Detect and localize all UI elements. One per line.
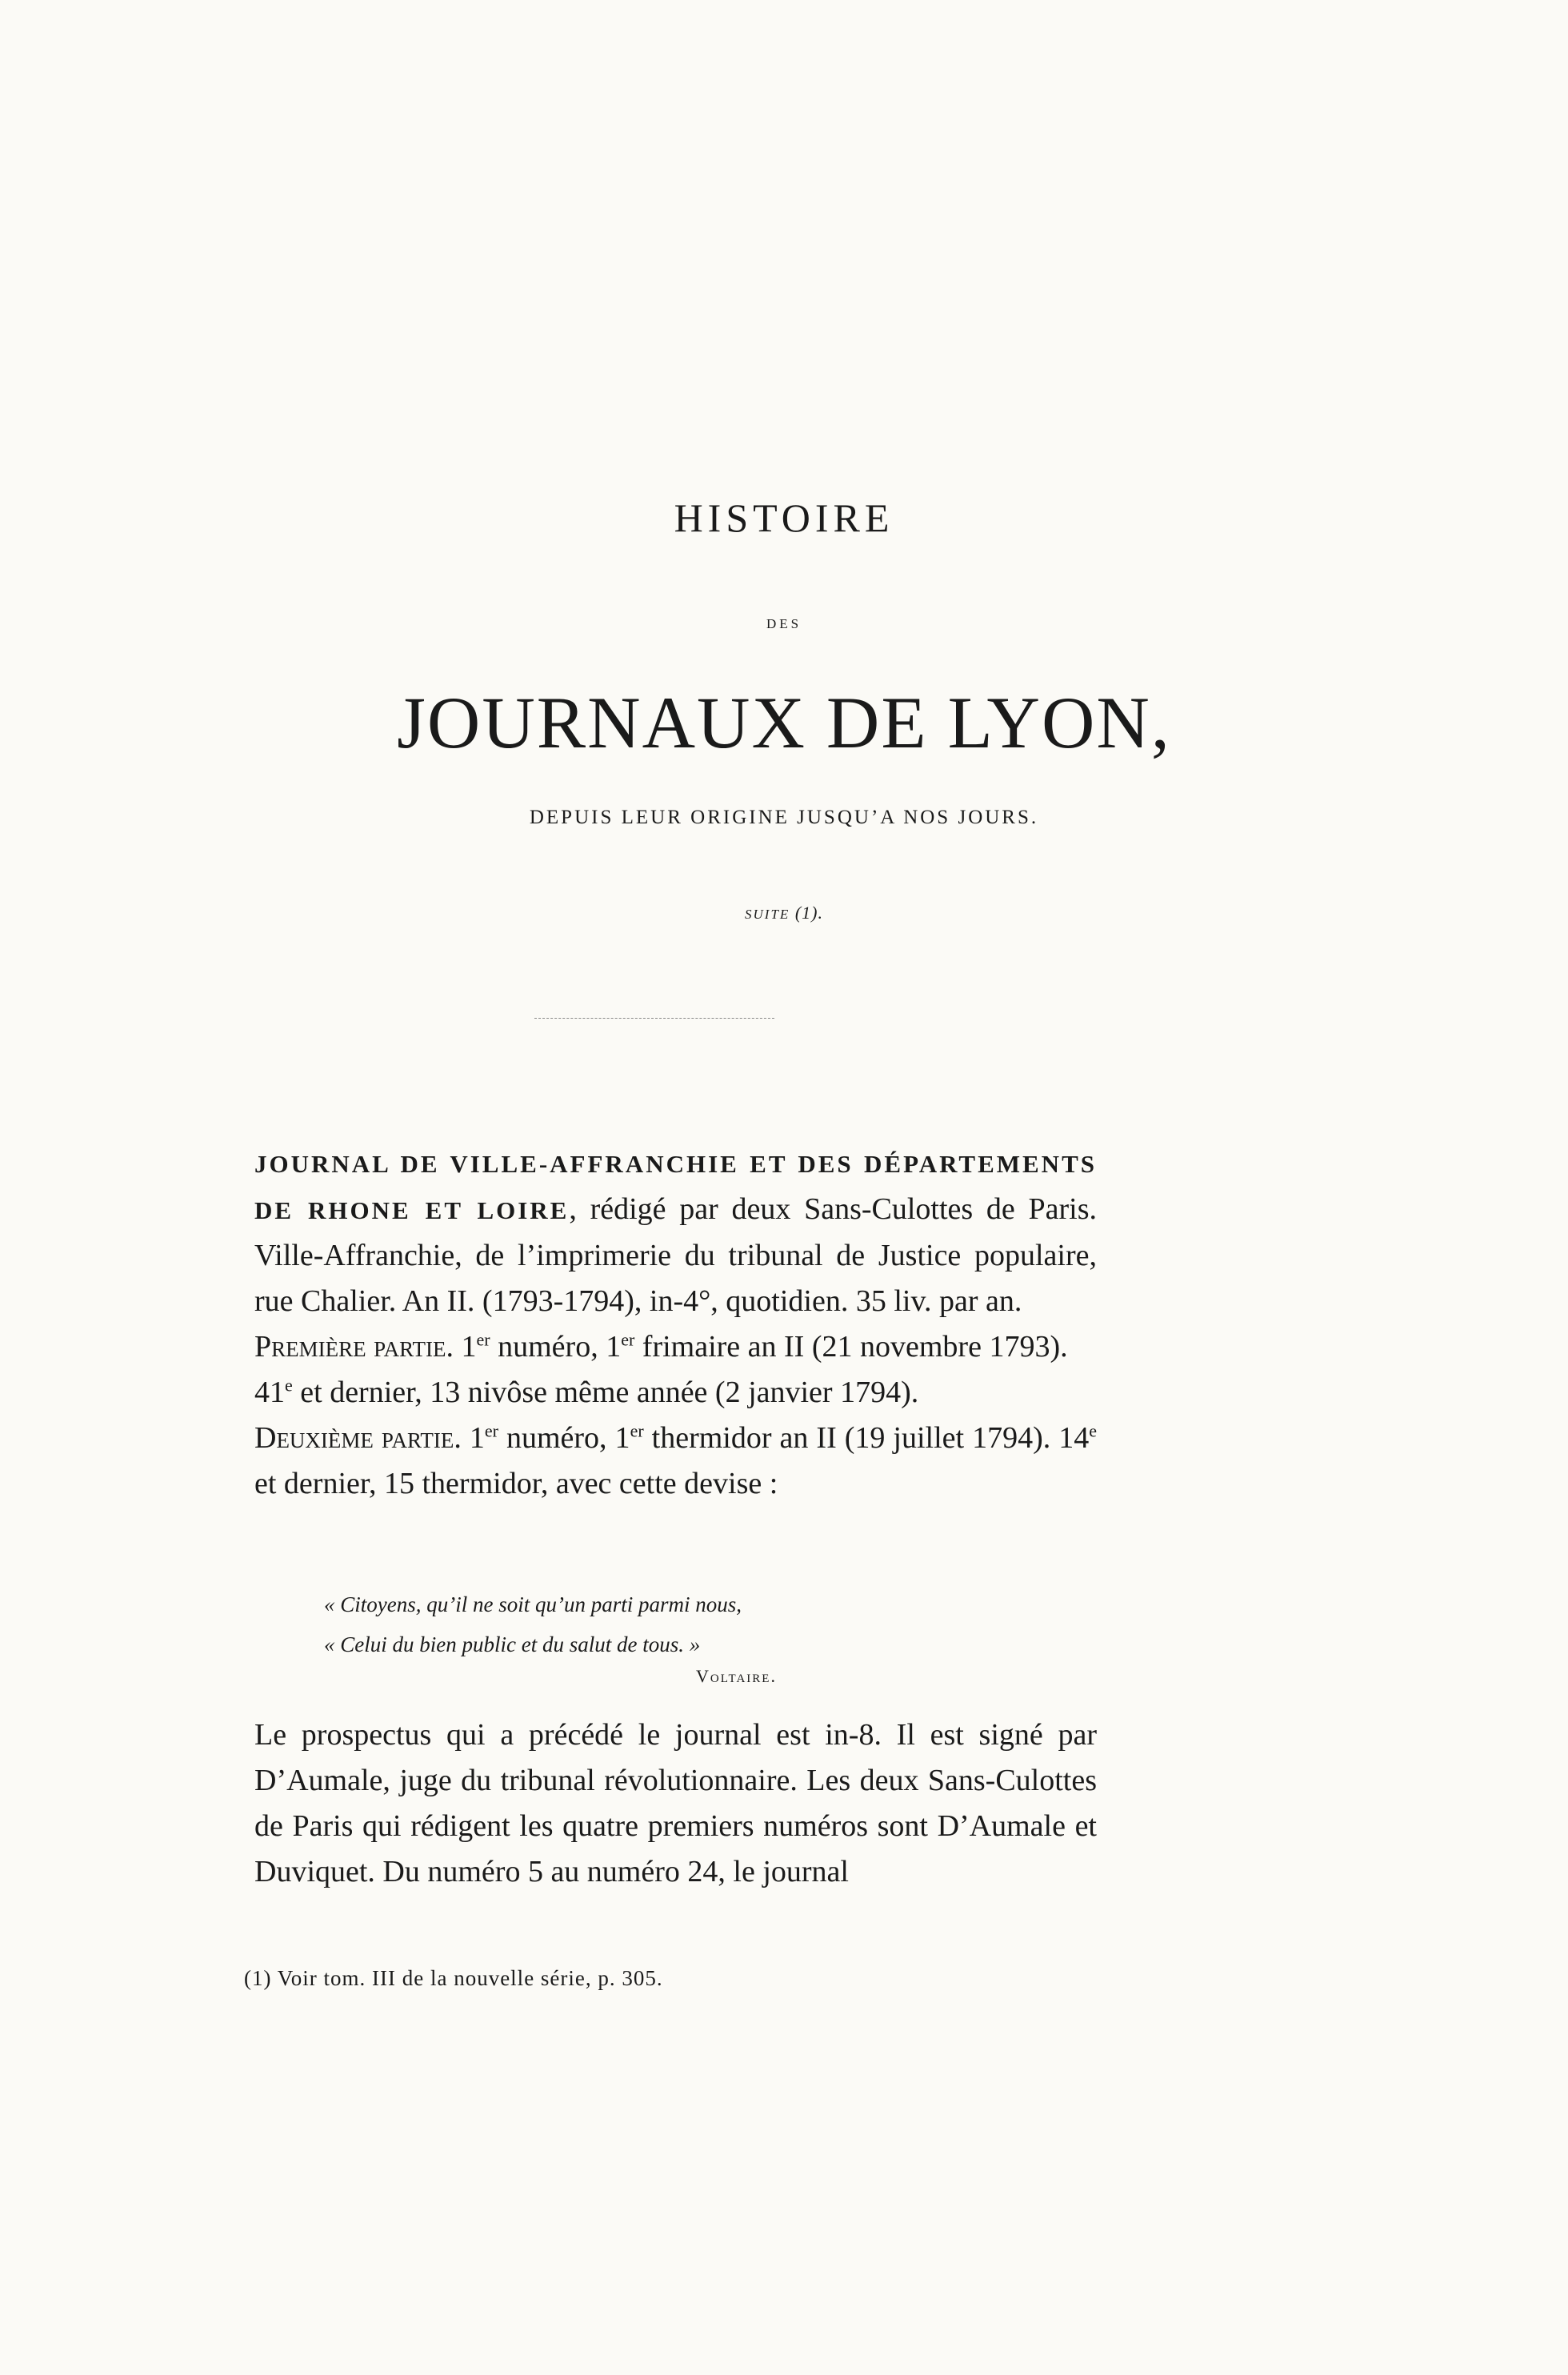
quote-line-1: « Citoyens, qu’il ne soit qu’un parti parmi nous, bbox=[324, 1592, 742, 1616]
entry-intro: , rédigé par deux Sans-Culottes de Paris. Ville-Affranchie, de l’imprimerie du tribunal de Justice populaire, rue Chalier. An II. (1793-1794), in-4°, quotidien. 35 liv. par an. bbox=[254, 1192, 1098, 1318]
devise-quote bbox=[324, 1584, 742, 1664]
paragraph-prospectus bbox=[221, 1712, 1097, 1895]
journal-entry bbox=[221, 1140, 1097, 1507]
suite-line bbox=[0, 903, 1568, 923]
title-journaux-de-lyon: JOURNAUX DE LYON, bbox=[397, 682, 1171, 763]
part1-last-num: 41 bbox=[254, 1376, 285, 1409]
title-histoire: HISTOIRE bbox=[674, 495, 894, 540]
separator-rule bbox=[534, 1018, 774, 1019]
part2-mid: numéro, 1 bbox=[498, 1421, 630, 1455]
part2-num-sup: er bbox=[484, 1420, 498, 1441]
part2-mid-sup: er bbox=[630, 1420, 644, 1441]
paragraph-prospectus-text: Le prospectus qui a précédé le journal est in-8. Il est signé par D’Aumale, juge du tribunal révolutionnaire. Les deux Sans-Culottes de Paris qui rédigent les quatre premiers numéros sont D’Aumale et Duviquet. Du numéro 5 au numéro 24, le journal bbox=[254, 1718, 1097, 1888]
part1-num-sup: er bbox=[476, 1329, 490, 1350]
part1-mid: numéro, 1 bbox=[490, 1330, 622, 1364]
subtitle: DEPUIS LEUR ORIGINE JUSQU’A NOS JOURS. bbox=[529, 807, 1039, 828]
quote-author: Voltaire. bbox=[696, 1666, 777, 1686]
footnote: (1) Voir tom. III de la nouvelle série, p. 305. bbox=[244, 1966, 663, 1990]
part1-text: frimaire an II (21 novembre 1793). bbox=[634, 1330, 1068, 1364]
part2-paragraph bbox=[221, 1416, 1097, 1507]
suite-note: (1). bbox=[794, 903, 823, 923]
part1-paragraph bbox=[221, 1324, 1097, 1370]
title-des: DES bbox=[766, 616, 802, 631]
quote-line-2: « Celui du bien public et du salut de tous. » bbox=[324, 1632, 701, 1656]
part1-last-paragraph bbox=[221, 1370, 1097, 1416]
part1-mid-sup: er bbox=[621, 1329, 635, 1350]
suite-word: SUITE bbox=[745, 907, 790, 922]
entry-heading-paragraph bbox=[221, 1140, 1097, 1324]
part1-last-text: et dernier, 13 nivôse même année (2 janvier 1794). bbox=[292, 1376, 919, 1409]
part2-text-a: thermidor an II (19 juillet 1794). 14 bbox=[643, 1421, 1090, 1455]
part1-num: 1 bbox=[454, 1330, 477, 1364]
part2-sup: e bbox=[1089, 1420, 1097, 1441]
part2-label: Deuxième partie. bbox=[254, 1421, 462, 1455]
part2-num: 1 bbox=[461, 1421, 485, 1455]
part2-text-b: et dernier, 15 thermidor, avec cette devise : bbox=[254, 1467, 778, 1500]
part1-last-sup: e bbox=[285, 1375, 293, 1396]
entry-heading: JOURNAL DE VILLE-AFFRANCHIE ET DES DÉPARTEMENTS DE RHONE ET LOIRE bbox=[254, 1150, 1097, 1224]
part1-label: Première partie. bbox=[254, 1330, 454, 1364]
